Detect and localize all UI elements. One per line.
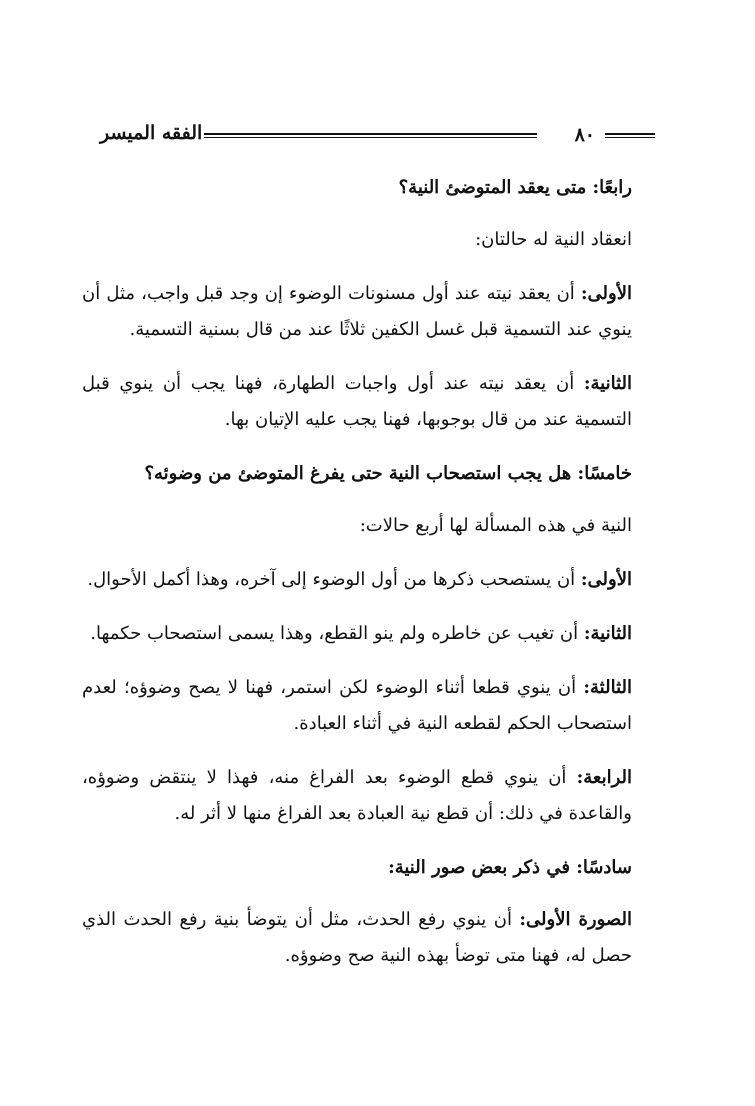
paragraph-case: الرابعة: أن ينوي قطع الوضوء بعد الفراغ منه، فهذا لا ينتقض وضوؤه، والقاعدة في ذلك: أن قطع نية العبادة بعد الفراغ منها لا أثر له. [82,767,632,824]
paragraph-case: الأولى: أن يستصحب ذكرها من أول الوضوء إلى آخره، وهذا أكمل الأحوال. [87,569,632,590]
paragraph-case: الثالثة: أن ينوي قطعا أثناء الوضوء لكن استمر، فهنا لا يصح وضوؤه؛ لعدم استصحاب الحكم لقطعه النية في أثناء العبادة. [82,677,632,734]
paragraph-intro: النية في هذه المسألة لها أربع حالات: [359,515,632,536]
section-heading-fifth: خامسًا: هل يجب استصحاب النية حتى يفرغ المتوضئ من وضوئه؟ [144,463,632,484]
page-number: ٨٠ [574,124,595,146]
header-rule-short [605,133,655,138]
section-heading-sixth: سادسًا: في ذكر بعض صور النية: [388,857,632,878]
paragraph-case: الثانية: أن يعقد نيته عند أول واجبات الطهارة، فهنا يجب أن ينوي قبل التسمية عند من قال بوجوبها، فهنا يجب عليه الإتيان بها. [82,373,632,430]
section-heading-fourth: رابعًا: متى يعقد المتوضئ النية؟ [398,177,632,198]
running-header [100,118,655,154]
page-body [82,170,662,992]
paragraph-case: الصورة الأولى: أن ينوي رفع الحدث، مثل أن يتوضأ بنية رفع الحدث الذي حصل له، فهنا متى توضأ بهذه النية صح وضوؤه. [82,909,632,966]
paragraph-case: الثانية: أن تغيب عن خاطره ولم ينو القطع، وهذا يسمى استصحاب حكمها. [90,623,632,644]
header-rule-long [204,133,537,138]
paragraph-case: الأولى: أن يعقد نيته عند أول مسنونات الوضوء إن وجد قبل واجب، مثل أن ينوي عند التسمية قبل غسل الكفين ثلاثًا عند من قال بسنية التسمية. [82,283,632,340]
paragraph-intro: انعقاد النية له حالتان: [475,229,632,250]
book-title: الفقه الميسر [100,122,203,144]
